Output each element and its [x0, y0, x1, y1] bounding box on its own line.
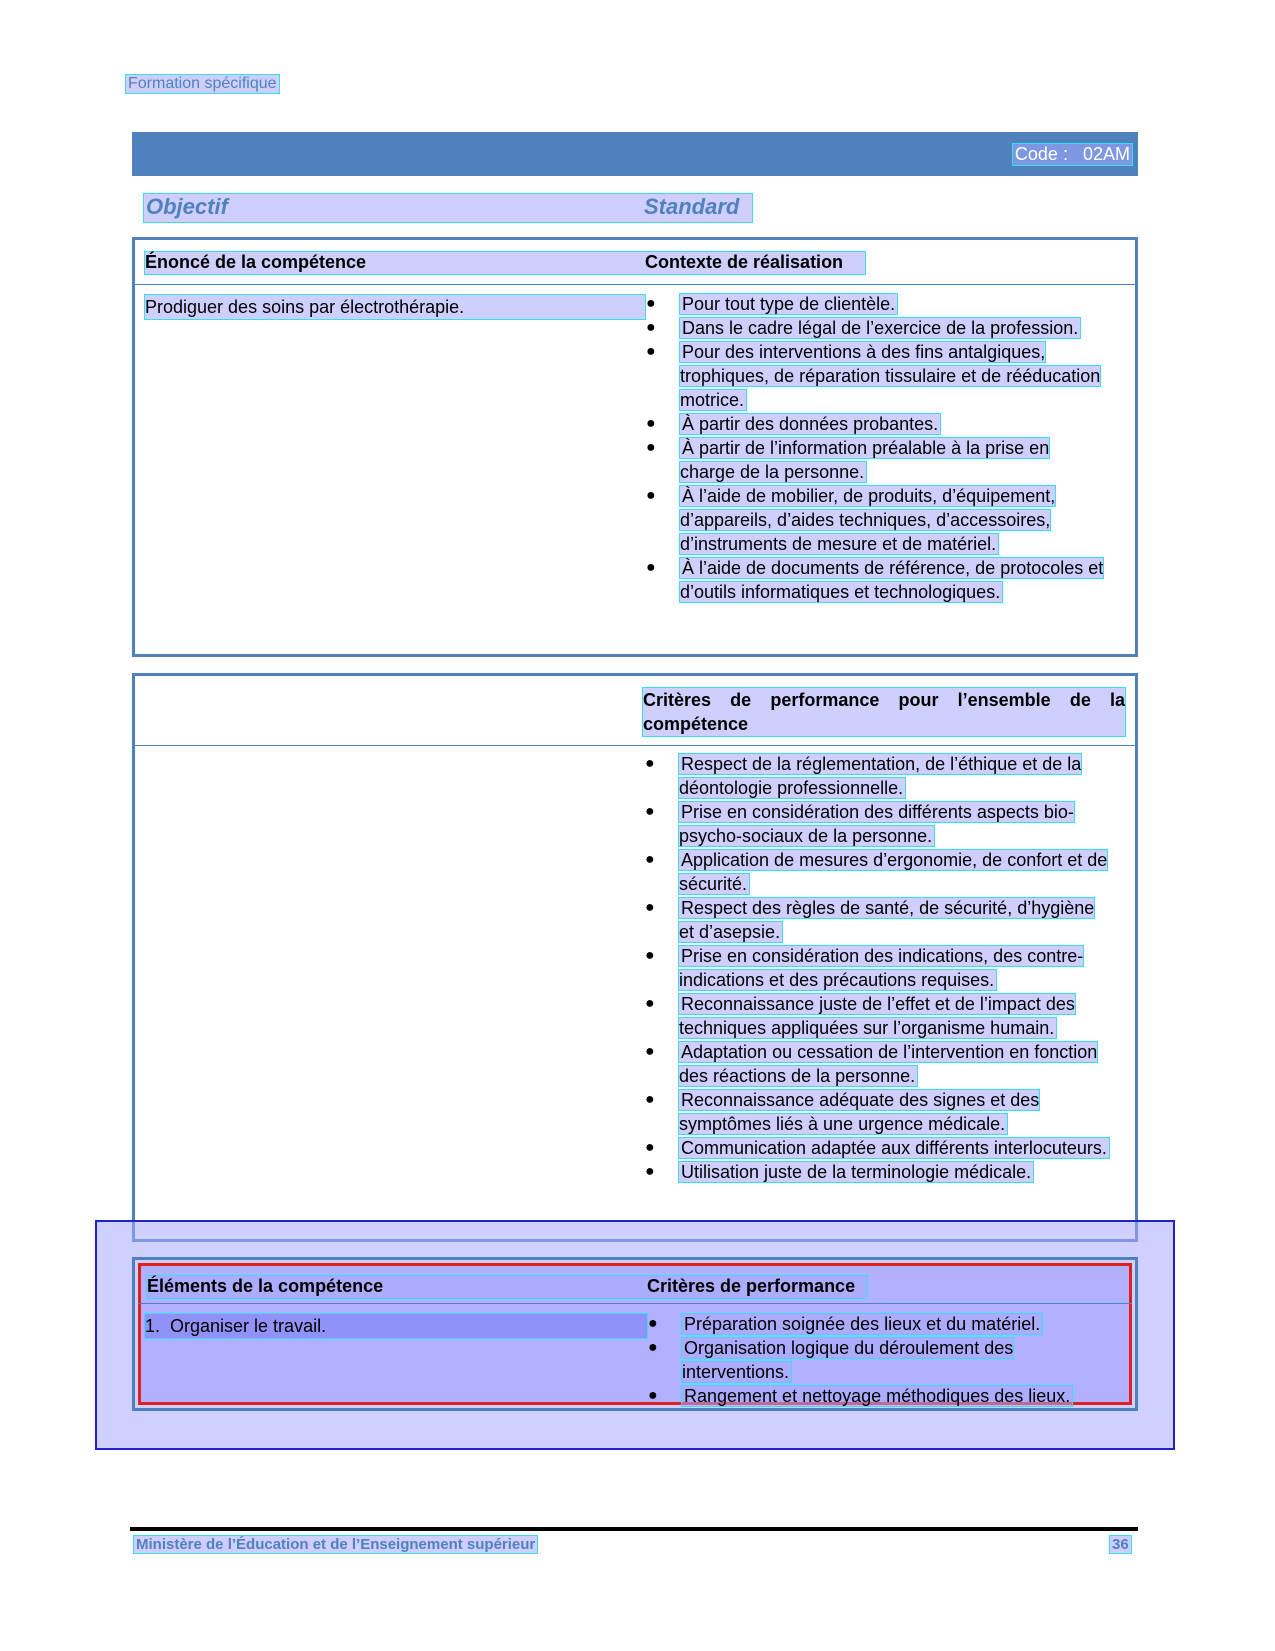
context-item — [644, 316, 1104, 340]
criterion-item — [643, 944, 1113, 992]
criterion-item — [643, 1040, 1113, 1088]
criterion-text: Adaptation ou cessation de l’intervention en fonction des réactions de la personne. — [679, 1042, 1098, 1086]
criterion-item — [646, 1384, 1116, 1408]
context-item-text: Pour des interventions à des fins antalgiques, trophiques, de réparation tissulaire et de rééducation motrice. — [680, 342, 1101, 410]
criterion-item — [643, 992, 1113, 1040]
context-item — [644, 292, 1104, 316]
context-item-text: À l’aide de documents de référence, de protocoles et d’outils informatiques et technologiques. — [680, 558, 1104, 602]
criterion-item — [646, 1336, 1116, 1384]
bullet-icon: ● — [645, 851, 655, 868]
element-criteria-list — [646, 1312, 1116, 1408]
code-label: Code : — [1014, 144, 1068, 164]
performance-header: Critères de performance — [647, 1276, 856, 1296]
bullet-icon: ● — [646, 415, 656, 432]
global-criteria-list — [643, 752, 1113, 1184]
criterion-item — [643, 1160, 1113, 1184]
bullet-icon: ● — [646, 295, 656, 312]
competency-statement-table — [132, 237, 1138, 657]
criterion-text: Organisation logique du déroulement des interventions. — [682, 1338, 1014, 1382]
criterion-text: Respect des règles de santé, de sécurité, d’hygiène et d’asepsie. — [679, 898, 1095, 942]
criterion-item — [643, 1088, 1113, 1136]
criterion-item — [643, 896, 1113, 944]
context-item-text: À partir des données probantes. — [682, 414, 939, 434]
context-item — [644, 556, 1104, 604]
criterion-text: Reconnaissance adéquate des signes et des symptômes liés à une urgence médicale. — [679, 1090, 1040, 1134]
objectif-standard-row — [144, 194, 752, 222]
table1-header-row — [145, 252, 865, 274]
global-criteria-header: Critères de performance pour l’ensemble de la compétence — [643, 690, 1125, 734]
criterion-item — [643, 848, 1113, 896]
context-item — [644, 340, 1104, 412]
bullet-icon: ● — [646, 487, 656, 504]
footer-rule — [130, 1527, 1138, 1531]
running-header: Formation spécifique — [128, 75, 277, 92]
table2-divider — [135, 745, 1135, 746]
footer-ministry: Ministère de l’Éducation et de l’Enseignement supérieur — [136, 1536, 536, 1553]
criterion-text: Utilisation juste de la terminologie médicale. — [681, 1162, 1032, 1182]
criterion-item — [643, 1136, 1113, 1160]
bullet-icon: ● — [645, 1043, 655, 1060]
context-item — [644, 412, 1104, 436]
competency-statement: Prodiguer des soins par électrothérapie. — [145, 295, 645, 319]
criterion-text: Rangement et nettoyage méthodiques des lieux. — [684, 1386, 1071, 1406]
criterion-item — [643, 800, 1113, 848]
context-item-text: Dans le cadre légal de l’exercice de la profession. — [682, 318, 1079, 338]
criterion-text: Communication adaptée aux différents interlocuteurs. — [681, 1138, 1107, 1158]
elements-table — [132, 1257, 1138, 1411]
standard-heading: Standard — [644, 194, 740, 219]
competency-code — [1013, 144, 1132, 165]
bullet-icon: ● — [648, 1339, 658, 1356]
criterion-text: Prise en considération des différents aspects bio-psycho-sociaux de la personne. — [679, 802, 1074, 846]
bullet-icon: ● — [645, 1091, 655, 1108]
criterion-text: Application de mesures d’ergonomie, de confort et de sécurité. — [679, 850, 1108, 894]
elements-header: Éléments de la compétence — [147, 1276, 384, 1296]
bullet-icon: ● — [645, 1163, 655, 1180]
context-item — [644, 436, 1104, 484]
context-header: Contexte de réalisation — [645, 252, 844, 272]
bullet-icon: ● — [645, 947, 655, 964]
criterion-item — [646, 1312, 1116, 1336]
context-item-text: Pour tout type de clientèle. — [682, 294, 896, 314]
criterion-text: Respect de la réglementation, de l’éthique et de la déontologie professionnelle. — [679, 754, 1082, 798]
bullet-icon: ● — [646, 439, 656, 456]
code-bar — [132, 132, 1138, 176]
element-item: 1. Organiser le travail. — [145, 1314, 647, 1338]
bullet-icon: ● — [648, 1387, 658, 1404]
table1-divider — [135, 284, 1135, 285]
table3-header-row — [147, 1276, 867, 1298]
bullet-icon: ● — [645, 1139, 655, 1156]
table3-divider — [138, 1303, 1132, 1304]
criterion-text: Préparation soignée des lieux et du matériel. — [684, 1314, 1041, 1334]
context-item-text: À l’aide de mobilier, de produits, d’équipement, d’appareils, d’aides techniques, d’accessoires, d’instruments de mesure et de matériel. — [680, 486, 1056, 554]
objectif-heading: Objectif — [146, 194, 228, 219]
bullet-icon: ● — [645, 995, 655, 1012]
context-list — [644, 292, 1104, 604]
criterion-text: Prise en considération des indications, des contre-indications et des précautions requises. — [679, 946, 1084, 990]
context-item — [644, 484, 1104, 556]
criterion-text: Reconnaissance juste de l’effet et de l’impact des techniques appliquées sur l’organisme humain. — [679, 994, 1075, 1038]
bullet-icon: ● — [645, 899, 655, 916]
global-performance-criteria-table — [132, 673, 1138, 1242]
code-value: 02AM — [1082, 144, 1130, 164]
criterion-item — [643, 752, 1113, 800]
bullet-icon: ● — [646, 559, 656, 576]
page-number: 36 — [1112, 1536, 1129, 1553]
bullet-icon: ● — [648, 1315, 658, 1332]
bullet-icon: ● — [645, 803, 655, 820]
context-item-text: À partir de l’information préalable à la prise en charge de la personne. — [680, 438, 1050, 482]
bullet-icon: ● — [646, 319, 656, 336]
bullet-icon: ● — [645, 755, 655, 772]
bullet-icon: ● — [646, 343, 656, 360]
statement-header: Énoncé de la compétence — [145, 252, 367, 272]
